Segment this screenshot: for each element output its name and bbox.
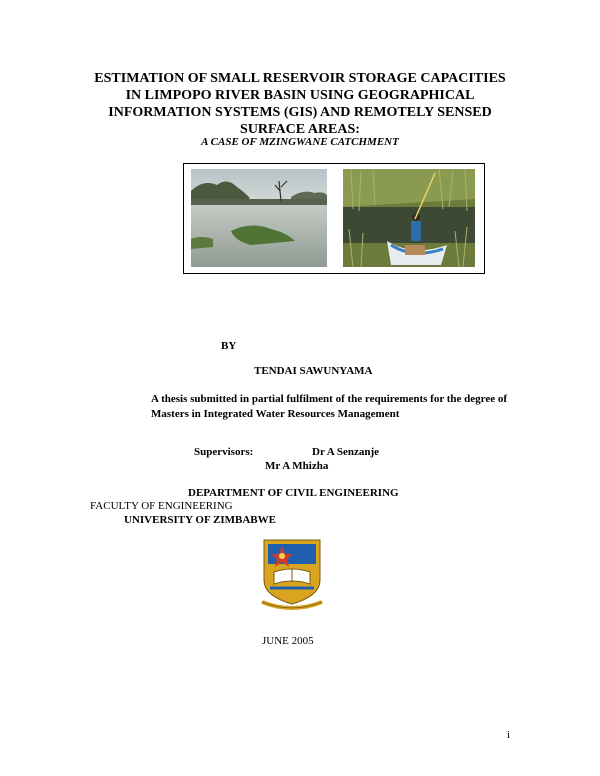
page-number: i [507, 729, 511, 741]
by-label: BY [221, 340, 237, 352]
title-line: SURFACE AREAS: [240, 122, 360, 137]
document-subtitle: A CASE OF MZINGWANE CATCHMENT [201, 136, 399, 148]
thesis-line: Masters in Integrated Water Resources Management [151, 408, 400, 420]
department: DEPARTMENT OF CIVIL ENGINEERING [188, 487, 399, 499]
supervisor-name: Dr A Senzanje [312, 446, 380, 458]
thesis-line: A thesis submitted in partial fulfilment of the requirements for the degree of [151, 393, 508, 405]
submission-date: JUNE 2005 [262, 635, 314, 647]
university-seal-icon [256, 538, 328, 612]
supervisors-label: Supervisors: [194, 446, 254, 458]
reservoir-landscape-photo [191, 169, 327, 267]
university: UNIVERSITY OF ZIMBABWE [124, 514, 276, 526]
title-line: IN LIMPOPO RIVER BASIN USING GEOGRAPHICAL [125, 88, 475, 103]
author-name: TENDAI SAWUNYAMA [254, 365, 373, 377]
title-line: ESTIMATION OF SMALL RESERVOIR STORAGE CAPACITIES [94, 71, 506, 86]
title-line: INFORMATION SYSTEMS (GIS) AND REMOTELY SENSED [108, 105, 492, 120]
faculty: FACULTY OF ENGINEERING [90, 500, 233, 512]
document-title [60, 70, 540, 138]
thesis-statement [151, 392, 551, 422]
boat-in-reeds-photo [343, 169, 475, 267]
supervisor-name: Mr A Mhizha [265, 460, 329, 472]
